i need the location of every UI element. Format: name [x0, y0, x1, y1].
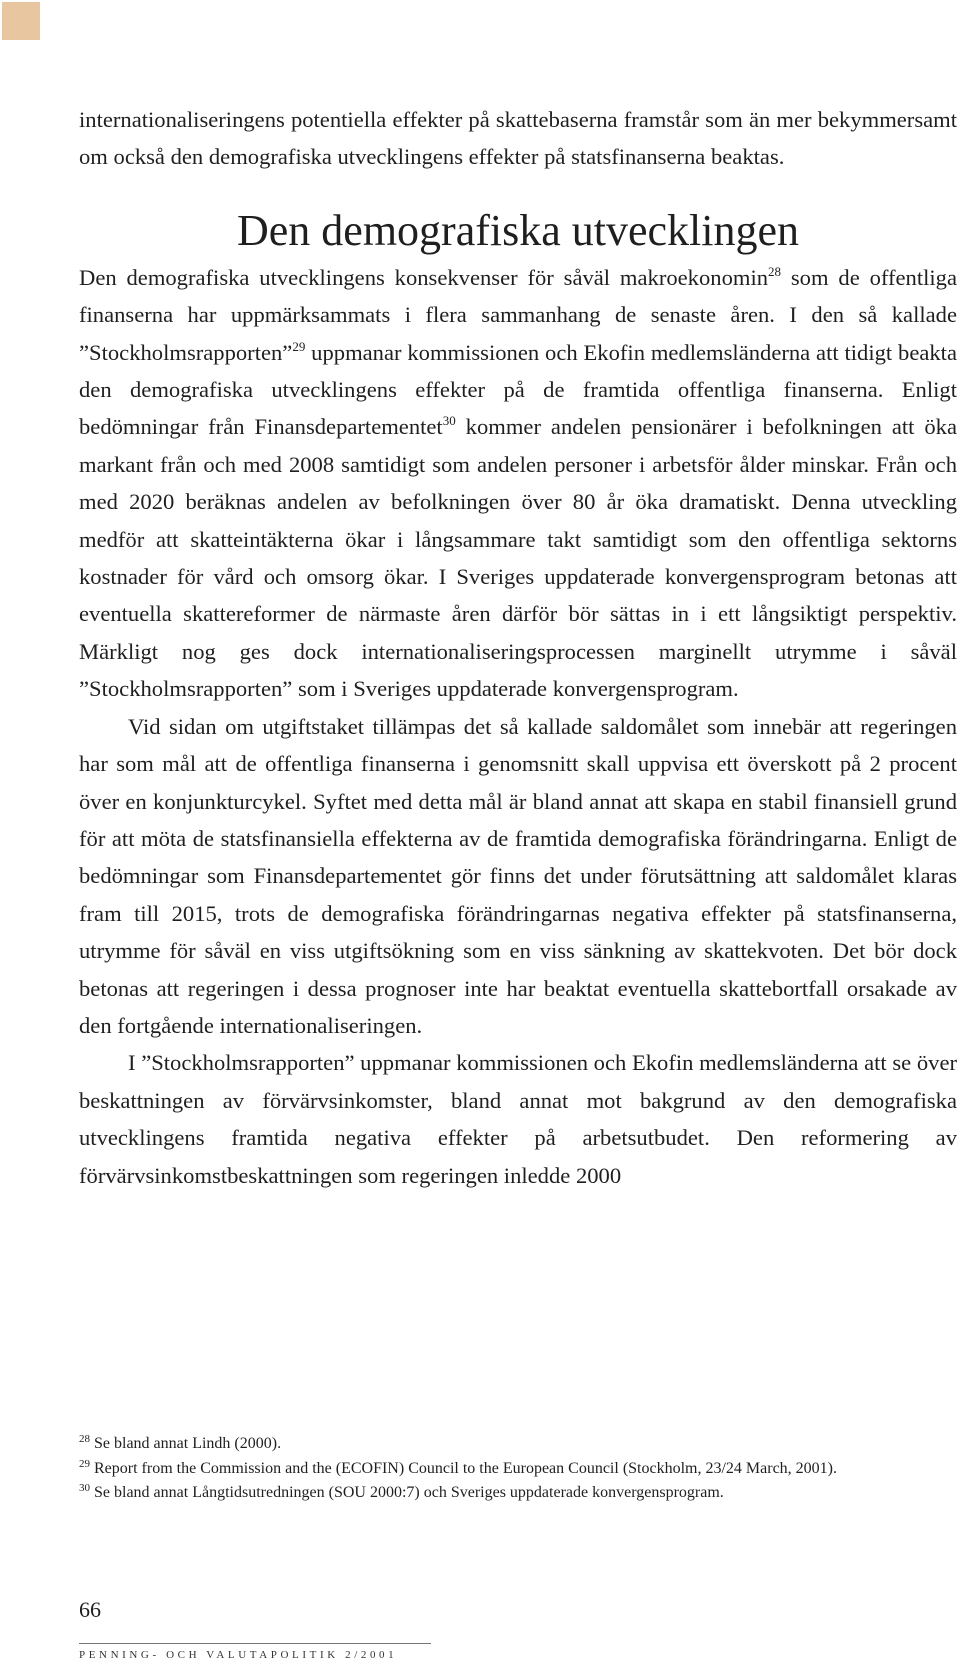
- footnote-text: Report from the Commission and the (ECOFIN) Council to the European Council (Stockholm, 23/24 March, 2001).: [94, 1459, 838, 1477]
- paragraph-text: uppmanar kommissionen och Ekofin medlemsländerna att tidigt beakta den demografiska utvecklingens effekter på de framtida offentliga finanserna. Enligt bedömningar från Finansdepartementet: [79, 339, 957, 440]
- footnote-number: 30: [79, 1482, 90, 1494]
- corner-tab: [2, 2, 40, 40]
- paragraph-text: som de offentliga finanserna har uppmärksammats i flera sammanhang de senaste åren. I den så kallade ”Stockholmsrapporten”: [79, 264, 957, 365]
- footnotes: [79, 1432, 957, 1506]
- section-heading: Den demografiska utvecklingen: [236, 205, 800, 255]
- footnote-ref-30: 30: [442, 413, 456, 429]
- footnote-ref-29: 29: [292, 338, 306, 354]
- footnote-30: [79, 1481, 957, 1506]
- paragraph-intro: internationaliseringens potentiella effekter på skattebaserna framstår som än mer bekymmersamt om också den demografiska utvecklingens effekter på statsfinanserna beaktas.: [79, 107, 957, 170]
- page-number: 66: [79, 1597, 101, 1622]
- running-title: PENNING- OCH VALUTAPOLITIK 2/2001: [79, 1649, 398, 1661]
- footnote-text: Se bland annat Långtidsutredningen (SOU 2000:7) och Sveriges uppdaterade konvergensprogram.: [94, 1484, 724, 1501]
- paragraph-text: kommer andelen pensionärer i befolkningen att öka markant från och med 2008 samtidigt som andelen personer i arbetsför ålder minskar. Från och med 2020 beräknas andelen av befolkningen över 80 år öka dramatiskt. Denna utveckling medför att skatteintäkterna ökar i långsammare takt samtidigt som den offentliga sektorns kostnader för vård och omsorg ökar. I Sveriges uppdaterade konvergensprogram betonas att eventuella skattereformer de närmaste åren därför bör sättas in i ett långsiktigt perspektiv. Märkligt nog ges dock internationaliseringsprocessen marginellt utrymme i såväl ”Stockholmsrapporten” som i Sveriges uppdaterade konvergensprogram.: [79, 414, 958, 702]
- page-body: [79, 101, 957, 1194]
- footnote-number: 28: [79, 1433, 90, 1445]
- paragraph-stockholmsrapporten: I ”Stockholmsrapporten” uppmanar kommissionen och Ekofin medlemsländerna att se över beskattningen av förvärvsinkomster, bland annat mot bakgrund av den demografiska utvecklingens framtida negativa effekter på arbetsutbudet. Den reformering av förvärvsinkomstbeskattningen som regeringen inledde 2000: [79, 1050, 957, 1188]
- footnote-29: [79, 1457, 957, 1482]
- footnote-number: 29: [79, 1457, 90, 1470]
- footnote-28: [79, 1432, 957, 1457]
- footer-rule: [79, 1643, 431, 1644]
- paragraph-demografi: [79, 259, 957, 708]
- footnote-ref-28: 28: [768, 263, 782, 279]
- footnote-text: Se bland annat Lindh (2000).: [94, 1435, 282, 1452]
- paragraph-text: Den demografiska utvecklingens konsekvenser för såväl makroekonomin: [79, 264, 769, 290]
- paragraph-saldomal: Vid sidan om utgiftstaket tillämpas det så kallade saldomålet som innebär att regeringen har som mål att de offentliga finanserna i genomsnitt skall uppvisa ett överskott på 2 procent över en konjunkturcykel. Syftet med detta mål är bland annat att skapa en stabil finansiell grund för att möta de statsfinansiella effekterna av de framtida demografiska förändringarna. Enligt de bedömningar som Finansdepartementet gör finns det under förutsättning att saldomålet klaras fram till 2015, trots de demografiska förändringarnas negativa effekter på statsfinanserna, utrymme för såväl en viss utgiftsökning som en viss sänkning av skattekvoten. Det bör dock betonas att regeringen i dessa prognoser inte har beaktat eventuella skattebortfall orsakade av den fortgående internationaliseringen.: [79, 713, 957, 1038]
